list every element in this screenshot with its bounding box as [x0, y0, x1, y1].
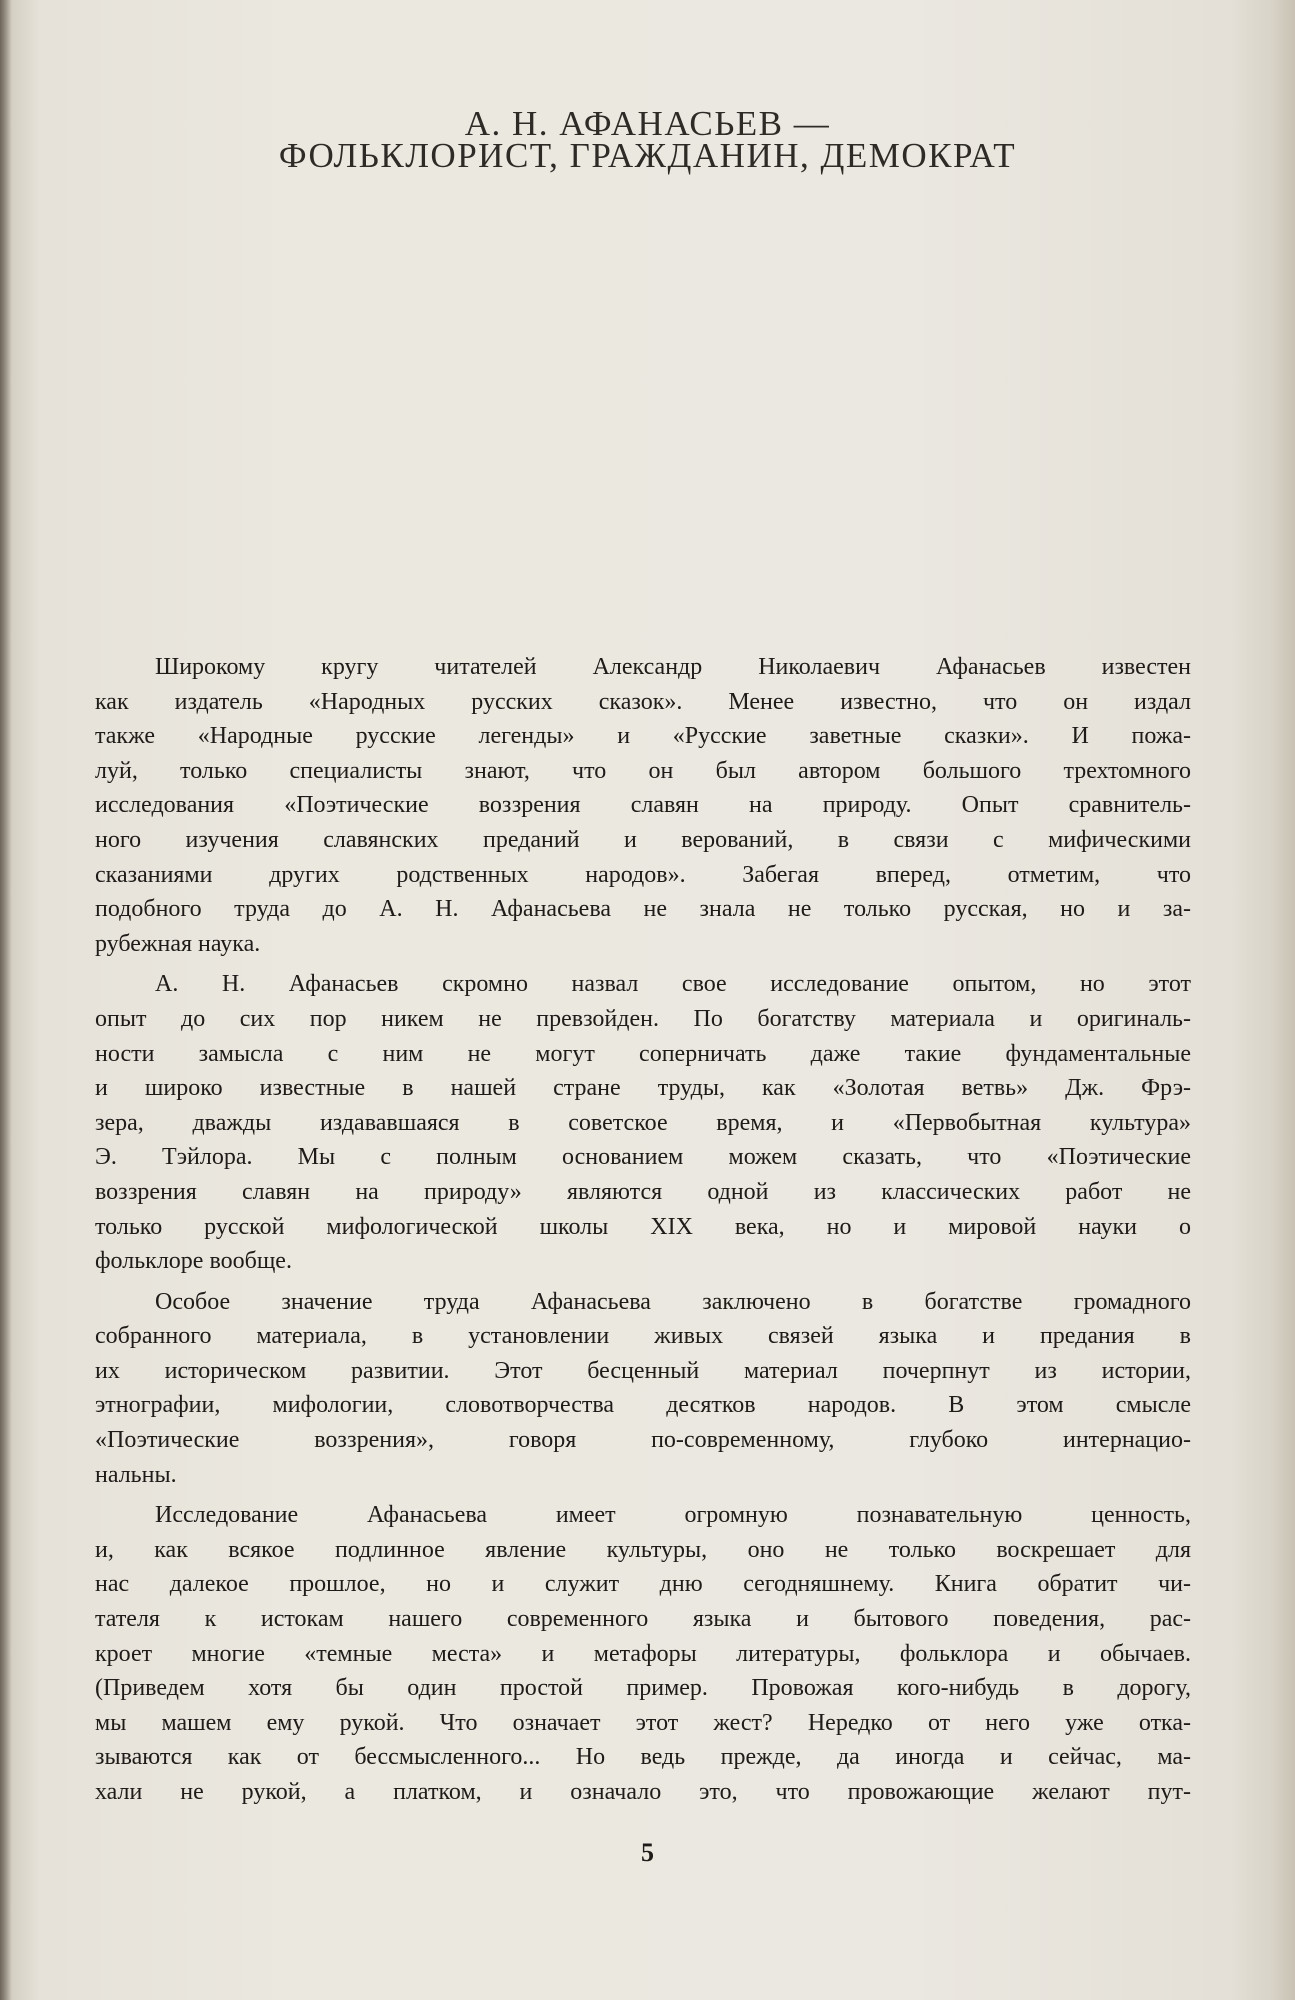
- paragraph-1: [95, 650, 1191, 961]
- text-line: рубежная наука.: [95, 930, 261, 957]
- text-line: этнографии, мифологии, словотворчества десятков народов. В этом смысле: [95, 1392, 1191, 1419]
- text-line: воззрения славян на природу» являются одной из классических работ не: [95, 1178, 1191, 1205]
- text-line: (Приведем хотя бы один простой пример. Провожая кого-нибудь в дорогу,: [95, 1675, 1191, 1702]
- text-line: опыт до сих пор никем не превзойден. По богатству материала и оригиналь-: [95, 1005, 1191, 1032]
- text-line: как издатель «Народных русских сказок». Менее известно, что он издал: [95, 688, 1191, 715]
- text-line: также «Народные русские легенды» и «Русские заветные сказки». И пожа-: [95, 723, 1191, 750]
- text-line: «Поэтические воззрения», говоря по-современному, глубоко интернацио-: [95, 1427, 1191, 1454]
- text-line: Э. Тэйлора. Мы с полным основанием можем сказать, что «Поэтические: [95, 1144, 1191, 1171]
- text-line: ного изучения славянских преданий и верований, в связи с мифическими: [95, 826, 1191, 853]
- paragraph-2: [95, 967, 1191, 1278]
- paragraph-3: [95, 1285, 1191, 1493]
- text-line: их историческом развитии. Этот бесценный материал почерпнут из истории,: [95, 1357, 1191, 1384]
- chapter-title-line-2: ФОЛЬКЛОРИСТ, ГРАЖДАНИН, ДЕМОКРАТ: [278, 136, 1017, 175]
- page-binding-shadow: [0, 0, 12, 2000]
- page-number: 5: [641, 1838, 654, 1867]
- text-line: и, как всякое подлинное явление культуры, оно не только воскрешает для: [95, 1536, 1191, 1563]
- text-line: А. Н. Афанасьев скромно назвал свое исследование опытом, но этот: [155, 971, 1191, 998]
- text-line: исследования «Поэтические воззрения славян на природу. Опыт сравнитель-: [95, 792, 1191, 819]
- text-line: луй, только специалисты знают, что он был автором большого трехтомного: [95, 757, 1191, 784]
- text-line: кроет многие «темные места» и метафоры литературы, фольклора и обычаев.: [95, 1640, 1191, 1667]
- body-text: [95, 650, 1191, 1810]
- text-line: и широко известные в нашей стране труды, как «Золотая ветвь» Дж. Фрэ-: [95, 1075, 1191, 1102]
- text-line: Особое значение труда Афанасьева заключено в богатстве громадного: [155, 1288, 1191, 1315]
- text-line: Широкому кругу читателей Александр Николаевич Афанасьев известен: [155, 654, 1191, 680]
- text-line: нальны.: [95, 1461, 177, 1488]
- text-line: хали не рукой, а платком, и означало это, что провожающие желают пут-: [95, 1779, 1191, 1805]
- text-line: сказаниями других родственных народов». Забегая вперед, отметим, что: [95, 861, 1191, 888]
- text-line: фольклоре вообще.: [95, 1248, 292, 1275]
- text-line: нас далекое прошлое, но и служит дню сегодняшнему. Книга обратит чи-: [95, 1571, 1191, 1598]
- paragraph-4: [95, 1498, 1191, 1809]
- text-line: собранного материала, в установлении живых связей языка и предания в: [95, 1323, 1191, 1350]
- text-line: подобного труда до А. Н. Афанасьева не знала не только русская, но и за-: [95, 896, 1191, 923]
- text-line: мы машем ему рукой. Что означает этот жест? Нередко от него уже отка-: [95, 1709, 1191, 1736]
- text-line: ности замысла с ним не могут соперничать даже такие фундаментальные: [95, 1040, 1191, 1067]
- text-line: зываются как от бессмысленного... Но ведь прежде, да иногда и сейчас, ма-: [95, 1744, 1191, 1771]
- text-line: зера, дважды издававшаяся в советское время, и «Первобытная культура»: [95, 1109, 1191, 1136]
- text-line: тателя к истокам нашего современного языка и бытового поведения, рас-: [95, 1606, 1191, 1633]
- text-line: только русской мифологической школы XIX века, но и мировой науки о: [95, 1213, 1191, 1240]
- text-line: Исследование Афанасьева имеет огромную познавательную ценность,: [155, 1502, 1191, 1529]
- chapter-title-line-1: А. Н. АФАНАСЬЕВ —: [464, 104, 831, 143]
